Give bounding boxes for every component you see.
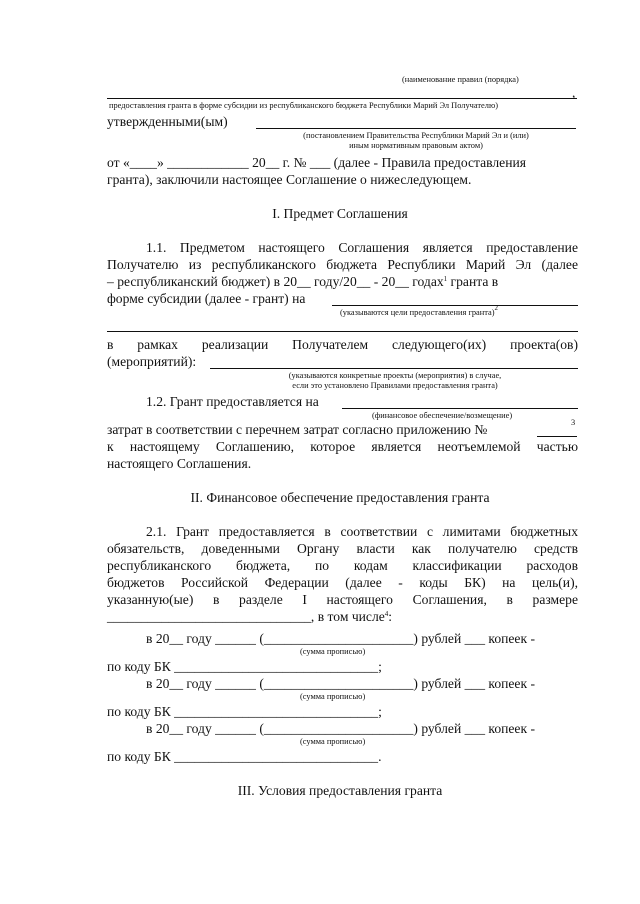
date-line-2: гранта), заключили настоящее Соглашение о нижеследующем. <box>107 172 472 187</box>
approved-label: утвержденными(ым) <box>107 114 228 129</box>
projects-line[interactable] <box>210 368 578 369</box>
p11-line-2: Получателю из республиканского бюджета Республики Марий Эл (далее <box>107 257 578 272</box>
p21-line-2: обязательств, доведенными Органу власти как получателю средств <box>107 541 578 556</box>
p11-line-1: 1.1. Предметом настоящего Соглашения является предоставление <box>146 240 578 255</box>
hint-projects-2: если это установлено Правилами предоставления гранта) <box>292 381 498 390</box>
goals-line[interactable] <box>332 305 578 306</box>
hint-rules-name: (наименование правил (порядка) <box>402 75 519 84</box>
section-2-title: II. Финансовое обеспечение предоставления гранта <box>190 490 490 505</box>
p21-line-4: бюджетов Российской Федерации (далее - коды БК) на цель(и), <box>107 575 578 590</box>
section-1-title: I. Предмет Соглашения <box>272 206 408 221</box>
hint-projects-1: (указываются конкретные проекты (мероприятия) в случае, <box>288 371 502 380</box>
p12-line-4: настоящего Соглашения. <box>107 456 252 471</box>
p11-line-6: (мероприятий): <box>107 354 197 369</box>
p11-line-4: форме субсидии (далее - грант) на <box>107 291 306 306</box>
comma: , <box>572 85 576 100</box>
appendix-number-line[interactable] <box>537 436 577 437</box>
hint-approved-1: (постановлением Правительства Республики Марий Эл и (или) <box>303 131 529 140</box>
bk-code-row: по коду БК ______________________________; <box>107 659 382 674</box>
finance-type-line[interactable] <box>342 408 578 409</box>
p12-line-2: затрат в соответствии с перечнем затрат согласно приложению № <box>107 422 488 437</box>
p21-line-5: указанную(ые) в разделе I настоящего Соглашения, в размере <box>107 592 578 607</box>
hint-rules-subject: предоставления гранта в форме субсидии из республиканского бюджета Республики Марий Эл Получателю) <box>109 101 498 110</box>
p11-line-3: – республиканский бюджет) в 20__ году/20__ - 20__ годах$^1$ гранта в <box>107 274 499 289</box>
approved-by-line[interactable] <box>256 128 576 129</box>
hint-sum-words: (сумма прописью) <box>300 692 366 701</box>
rules-name-line[interactable] <box>107 98 577 99</box>
hint-sum-words: (сумма прописью) <box>300 647 366 656</box>
bk-code-row: по коду БК ______________________________; <box>107 704 382 719</box>
p12-line-3: к настоящему Соглашению, которое является неотъемлемой частью <box>107 439 578 454</box>
p21-line-6: ______________________________, в том числе$^4$: <box>107 609 393 624</box>
hint-sum-words: (сумма прописью) <box>300 737 366 746</box>
p12-line-1: 1.2. Грант предоставляется на <box>146 394 319 409</box>
hint-goals: (указываются цели предоставления гранта)$^2$ <box>340 304 499 317</box>
hint-finance: (финансовое обеспечение/возмещение) <box>372 411 513 420</box>
p21-line-3: республиканского бюджета, по кодам классификации расходов <box>107 558 578 573</box>
hint-approved-2: иным нормативным правовым актом) <box>349 141 483 150</box>
section-3-title: III. Условия предоставления гранта <box>237 783 443 798</box>
bk-code-row: по коду БК ______________________________. <box>107 749 382 764</box>
year-row: в 20__ году ______ (______________________) рублей ___ копеек - <box>146 676 535 691</box>
goals-line-2[interactable] <box>107 331 578 332</box>
date-line: от «____» ____________ 20__ г. № ___ (далее - Правила предоставления <box>107 155 527 170</box>
p11-line-5: в рамках реализации Получателем следующего(их) проекта(ов) <box>107 337 578 352</box>
year-row: в 20__ году ______ (______________________) рублей ___ копеек - <box>146 631 535 646</box>
p12-sup: 3 <box>571 418 576 427</box>
year-row: в 20__ году ______ (______________________) рублей ___ копеек - <box>146 721 535 736</box>
p21-line-1: 2.1. Грант предоставляется в соответствии с лимитами бюджетных <box>146 524 578 539</box>
